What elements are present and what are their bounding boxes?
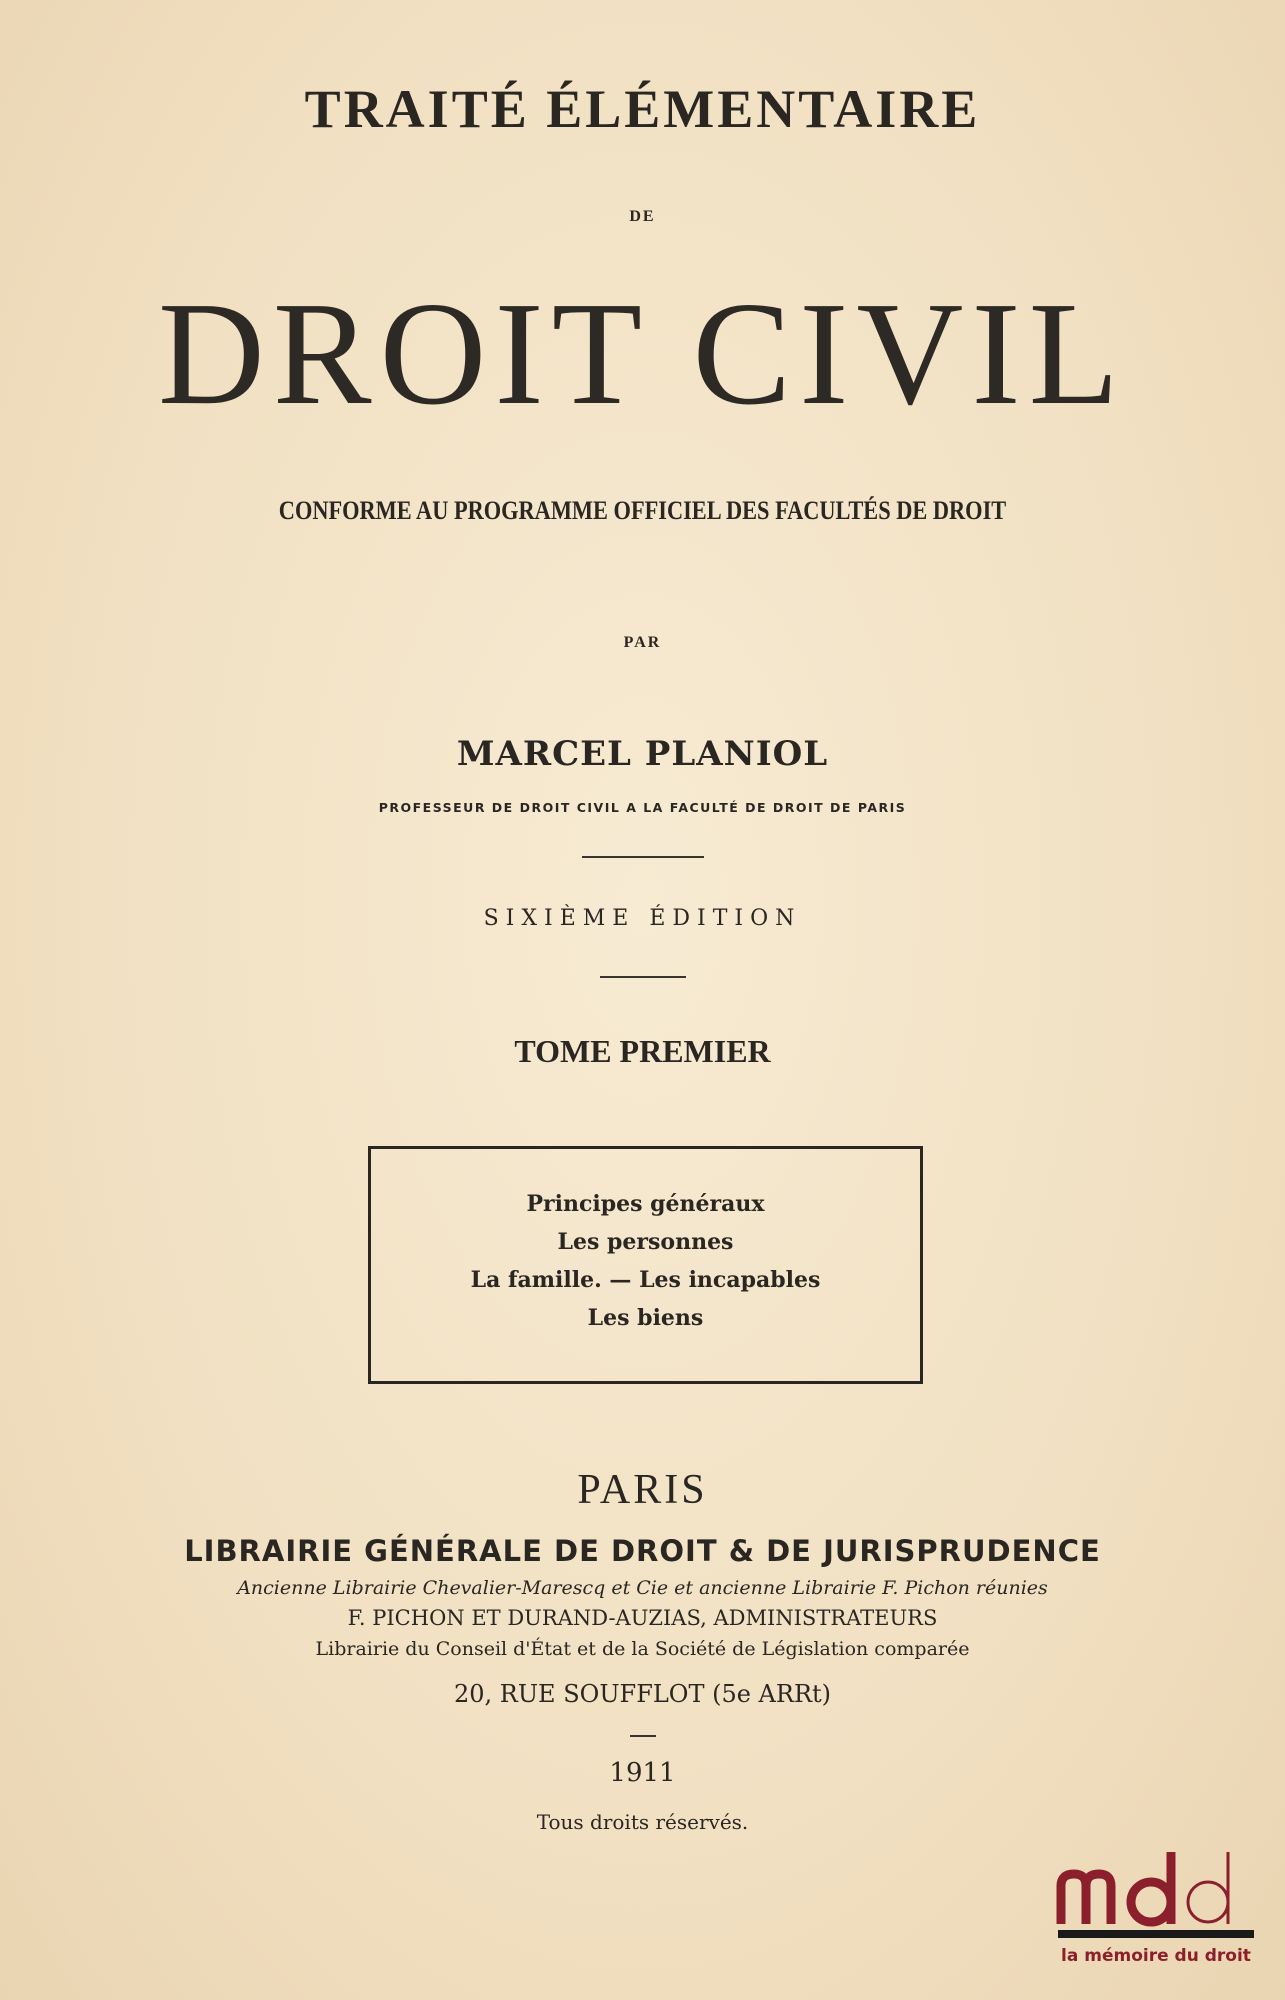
divider-3 — [630, 1735, 656, 1737]
edition: SIXIÈME ÉDITION — [483, 906, 802, 931]
rights-notice: Tous droits réservés. — [536, 1810, 749, 1834]
logo-tagline: la mémoire du droit — [1061, 1946, 1251, 1966]
contents-item: Les biens — [587, 1305, 704, 1331]
publisher-address: 20, RUE SOUFFLOT (5e ARRt) — [453, 1680, 832, 1708]
contents-item: Les personnes — [557, 1229, 734, 1255]
title-line-de: DE — [629, 208, 656, 225]
publisher-affiliation: Librairie du Conseil d'État et de la Société de Législation comparée — [315, 1638, 970, 1660]
subtitle: CONFORME AU PROGRAMME OFFICIEL DES FACULTÉS DE DROIT — [278, 496, 1007, 525]
divider-1 — [582, 856, 704, 858]
mdd-logo-icon — [1056, 1838, 1256, 1938]
author-title: PROFESSEUR DE DROIT CIVIL A LA FACULTÉ DE DROIT DE PARIS — [378, 800, 907, 815]
author-name: MARCEL PLANIOL — [456, 734, 829, 774]
publisher-city: PARIS — [577, 1467, 708, 1513]
publisher-name: LIBRAIRIE GÉNÉRALE DE DROIT & DE JURISPRUDENCE — [184, 1534, 1101, 1568]
title-line-1: TRAITÉ ÉLÉMENTAIRE — [304, 79, 981, 139]
publication-year: 1911 — [609, 1758, 676, 1788]
mdd-logo — [1056, 1838, 1256, 1966]
contents-box — [368, 1146, 923, 1384]
by-line: PAR — [623, 634, 662, 651]
divider-2 — [600, 976, 686, 978]
publisher-former: Ancienne Librairie Chevalier-Marescq et Cie et ancienne Librairie F. Pichon réunies — [237, 1577, 1048, 1599]
contents-item: Principes généraux — [526, 1191, 765, 1217]
contents-item: La famille. — Les incapables — [470, 1267, 821, 1293]
publisher-administrators: F. PICHON ET DURAND-AUZIAS, ADMINISTRATEURS — [347, 1606, 938, 1630]
main-title: DROIT CIVIL — [157, 272, 1128, 436]
volume: TOME PREMIER — [514, 1033, 771, 1069]
